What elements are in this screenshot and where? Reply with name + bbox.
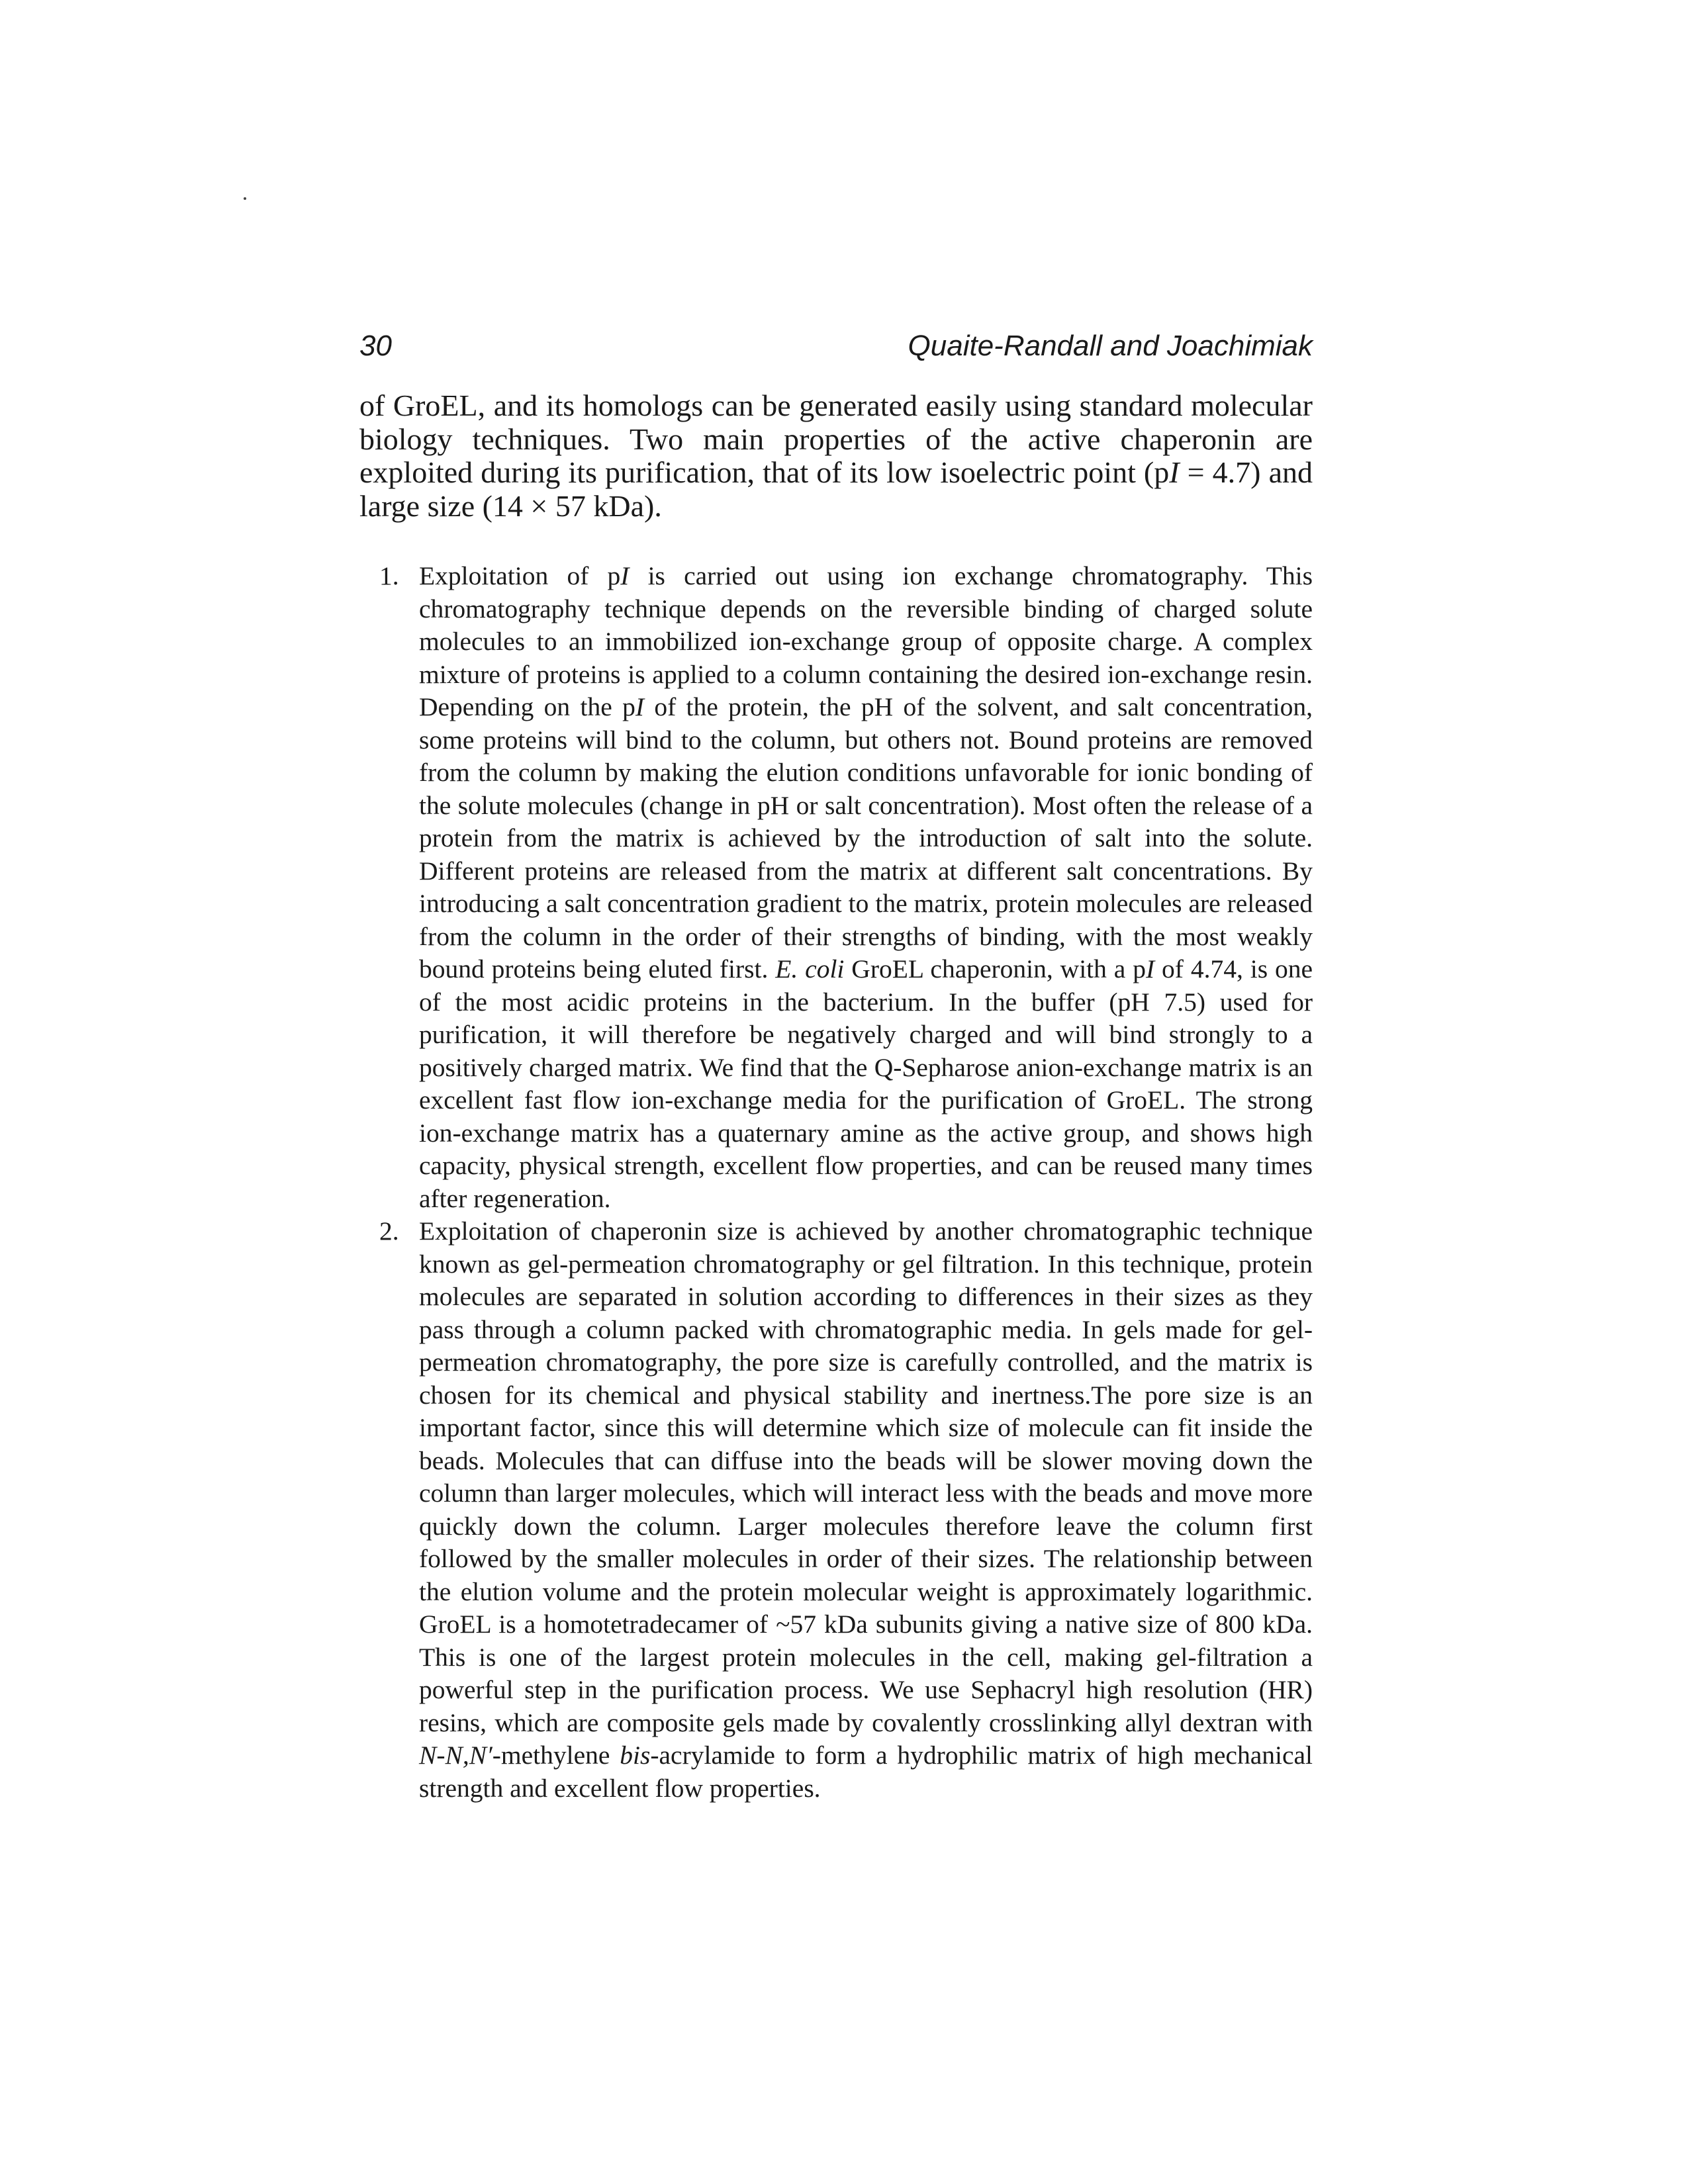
intro-paragraph (359, 389, 1313, 523)
text-run: of GroEL, and its homologs can be generated easily using standard molecular biology techniques. Two main properties of the active chaperonin are exploited during its purification, that of its low isoelectric point (p (359, 388, 1313, 489)
running-head (359, 323, 1313, 369)
stray-mark (244, 197, 246, 200)
numbered-list (359, 560, 1313, 1805)
list-item-number: 1. (379, 561, 399, 590)
page-number: 30 (359, 330, 392, 362)
italic-run: E. coli (775, 954, 845, 983)
italic-run: I (620, 561, 630, 590)
list-item-text (419, 560, 1313, 1215)
list-item-number: 2. (379, 1216, 399, 1246)
text-run: -methylene (492, 1741, 620, 1770)
list-item-gel-filtration (359, 1215, 1313, 1805)
text-run: of the protein, the pH of the solvent, and salt concentration, some proteins will bind to the column, but others not. Bound proteins are removed from the column by making the elution conditions unfavorable for ionic bonding of the solute molecules (change in pH or salt concentration). Most often the release of a protein from the matrix is achieved by the introduction of salt into the solute. Different proteins are released from the matrix at different salt concentrations. By introducing a salt concentration gradient to the matrix, protein molecules are released from the column in the order of their strengths of binding, with the most weakly bound proteins being eluted first. (419, 692, 1313, 983)
text-run: = 4.7) and large size (14 × 57 kDa). (359, 455, 1313, 523)
italic-run: N-N,N′ (419, 1741, 492, 1770)
text-run: Exploitation of chaperonin size is achieved by another chromatographic technique known as gel-permeation chromatography or gel filtration. In this technique, protein molecules are separated in solution according to differences in their sizes as they pass through a column packed with chromatographic media. In gels made for gel-permeation chromatography, the pore size is carefully controlled, and the matrix is chosen for its chemical and physical stability and inertness.The pore size is an important factor, since this will determine which size of molecule can fit inside the beads. Molecules that can diffuse into the beads will be slower moving down the column than larger molecules, which will interact less with the beads and move more quickly down the column. Larger molecules therefore leave the column first followed by the smaller molecules in order of their sizes. The relationship between the elution volume and the protein molecular weight is approximately logarithmic. GroEL is a homotetradecamer of ~57 kDa subunits giving a native size of 800 kDa. This is one of the largest protein molecules in the cell, making gel-filtration a powerful step in the purification process. We use Sephacryl high resolution (HR) resins, which are composite gels made by covalently crosslinking allyl dextran with (419, 1216, 1313, 1737)
list-item-ion-exchange (359, 560, 1313, 1215)
italic-run: I (1169, 455, 1180, 489)
text-run: is carried out using ion exchange chromatography. This chromatography technique depends on the reversible binding of charged solute molecules to an immobilized ion-exchange group of opposite charge. A complex mixture of proteins is applied to a column containing the desired ion-exchange resin. Depending on the p (419, 561, 1313, 721)
list-item-text (419, 1215, 1313, 1805)
text-run: of 4.74, is one of the most acidic proteins in the bacterium. In the buffer (pH 7.5) used for purification, it will therefore be negatively charged and will bind strongly to a positively charged matrix. We find that the Q-Sepharose anion-exchange matrix is an excellent fast flow ion-exchange media for the purification of GroEL. The strong ion-exchange matrix has a quaternary amine as the active group, and shows high capacity, physical strength, excellent flow properties, and can be reused many times after regeneration. (419, 954, 1313, 1213)
text-run: GroEL chaperonin, with a p (844, 954, 1146, 983)
italic-run: I (635, 692, 644, 721)
running-head-authors: Quaite-Randall and Joachimiak (908, 330, 1313, 362)
italic-run: bis (620, 1741, 651, 1770)
body-text (359, 389, 1313, 1805)
text-run: -acrylamide to form a hydrophilic matrix of high mechanical strength and excellent flow properties. (419, 1741, 1313, 1803)
italic-run: I (1145, 954, 1155, 983)
text-run: Exploitation of p (419, 561, 621, 590)
